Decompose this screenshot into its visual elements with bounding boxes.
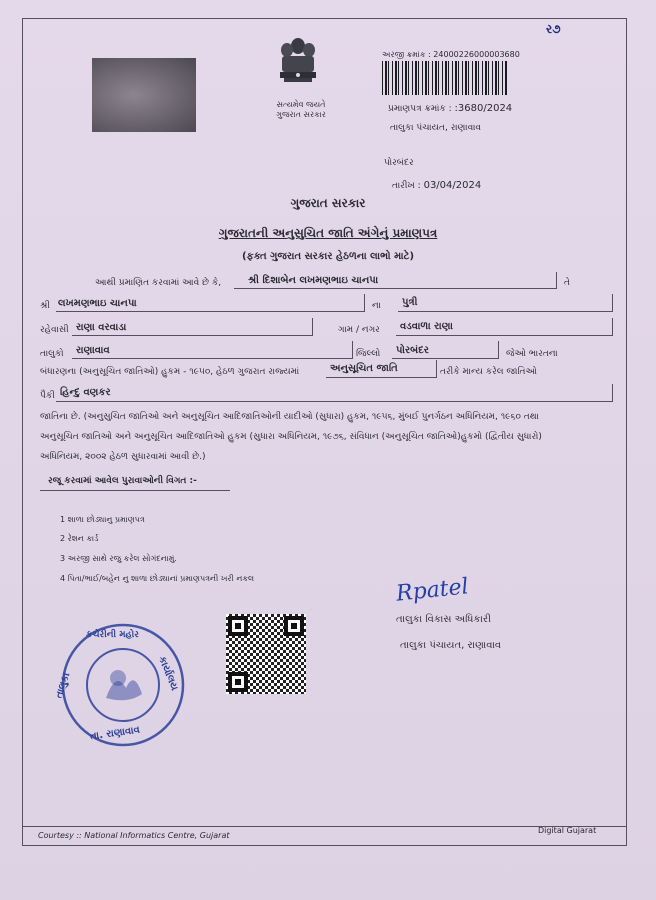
district-label: જિલ્લો — [356, 349, 381, 359]
village: વડવાળા રાણા — [400, 321, 453, 332]
documents-heading-underline — [40, 490, 230, 491]
qr-finder-bottom-left — [228, 672, 248, 692]
certify-label: આથી પ્રમાણિત કરવામાં આવે છે કે, — [95, 278, 222, 288]
officer-designation: તાલુકા વિકાસ અધિકારી — [396, 614, 491, 625]
document-item-3: 3 અરજી સાથે રજુ કરેલ સોગંદનામું. — [60, 554, 177, 563]
taluka-box — [72, 341, 353, 359]
application-number-value: 24000226000003680 — [433, 50, 520, 59]
application-number-label: અરજી ક્રમાંક : — [382, 50, 431, 59]
qr-code — [226, 614, 306, 694]
certificate-number-label: પ્રમાણપત્ર ક્રમાંક : — [388, 104, 452, 114]
district: પોરબંદર — [396, 345, 429, 356]
caste: હિન્દુ વણકર — [60, 387, 111, 398]
resident: રાણા વરવાડા — [76, 322, 127, 333]
constitution-text: બંધારણના (અનુસૂચિત જાતિઓ) હુકમ - ૧૯૫૦, હેઠળ ગુજરાત રાજ્યમાં — [40, 367, 300, 377]
category: અનુસૂચિત જાતિ — [330, 363, 398, 374]
recognized-text: તરીકે માન્ય કરેલ જાતિઓ — [440, 367, 537, 377]
seal-ring-left: તાલુકા — [53, 671, 73, 700]
issue-date-value: 03/04/2024 — [423, 180, 482, 191]
certificate-number-value: :3680/2024 — [454, 103, 513, 114]
india-text: જેઓ ભારતના — [506, 349, 558, 359]
footer-divider — [22, 826, 626, 827]
emblem-caption-2: ગુજરાત સરકાર — [276, 110, 326, 119]
barcode — [382, 61, 507, 95]
page-number-mark: ર૭ — [546, 22, 561, 36]
document-item-4: 4 પિતા/ભાઈ/બહેન નુ શાળા છોડ્યાનાં પ્રમાણપત્રની ખરી નકલ — [60, 574, 255, 583]
peti-label: પૈકી — [40, 391, 55, 401]
certificate-title: ગુજરાતની અનુસુચિત જાતિ અંગેનું પ્રમાણપત્ર — [218, 226, 438, 240]
caste-box — [56, 384, 613, 402]
qr-finder-top-right — [284, 616, 304, 636]
taluka: રાણાવાવ — [76, 345, 110, 356]
document-item-2: 2 રેશન કાર્ડ — [60, 534, 99, 543]
issuing-district: પોરબંદર — [384, 158, 414, 168]
footer-digital-gujarat: Digital Gujarat — [538, 826, 597, 835]
certificate-subtitle: (ફક્ત ગુજરાત સરકાર હેઠળના લાભો માટે) — [241, 251, 415, 262]
government-title: ગુજરાત સરકાર — [290, 196, 366, 210]
documents-heading: રજૂ કરવામાં આવેલ પુરાવાઓની વિગત :- — [48, 476, 197, 486]
taluka-label: તાલુકો — [40, 349, 64, 359]
father-name: લખમણભાઇ ચાનપા — [58, 298, 137, 309]
officer-office: તાલુકા પંચાયત, રાણાવાવ — [400, 640, 502, 651]
officer-signature: Rpatel — [394, 574, 470, 607]
seal-bottom-text: તા. રાણાવાવ — [89, 724, 141, 743]
na-label: ના — [372, 301, 381, 311]
footer-courtesy: Courtesy :: National Informatics Centre, Gujarat — [38, 831, 230, 840]
certificate-number — [388, 103, 512, 114]
national-emblem-icon — [270, 32, 326, 102]
te-label: તે — [564, 278, 570, 288]
issuing-office: તાલુકા પંચાયત, રાણાવાવ — [390, 123, 482, 133]
emblem-caption-1: સત્યમેવ જયતે — [276, 100, 326, 109]
village-label: ગામ / નગર — [338, 325, 380, 335]
seal-top-text: કચેરીની મહોર — [86, 630, 139, 640]
legal-paragraph-line-1: જાતિના છે. (અનુસુચિત જાતિઓ અને અનુસૂચિત આદિજાતિઓની યાદીઓ (સુધારા) હુકમ, ૧૯૫૬, મુંબઈ પુનર્ગઠન અધિનિયમ, ૧૯૬૦ તથા — [40, 412, 539, 422]
document-item-1: 1 શાળા છોડ્યાનુ પ્રમાણપત્ર — [60, 515, 145, 524]
relation: પુત્રી — [402, 297, 418, 308]
legal-paragraph-line-2: અનુસૂચિત જાતિઓ અને અનુસૂચિત આદિજાતિઓ હુકમ (સુધારા અધિનિયમ, ૧૯૭૬, સંવિધાન (અનુસૂચિત જાતિઓ)હુકમો (દ્વિતીય સુધારો) — [40, 432, 542, 442]
seal-ring-right: કાર્યાલય — [156, 654, 180, 693]
applicant-photo — [92, 58, 196, 132]
issue-date — [392, 180, 481, 191]
shri-label: શ્રી — [40, 301, 50, 311]
application-number — [382, 50, 520, 60]
applicant-name: શ્રી દિશાબેન લખમણભાઇ ચાનપા — [248, 275, 379, 286]
issue-date-label: તારીખ : — [392, 181, 421, 191]
qr-finder-top-left — [228, 616, 248, 636]
legal-paragraph-line-3: અધિનિયમ, ૨૦૦૨ હેઠળ સુધારવામાં આવી છે.) — [40, 452, 206, 462]
resident-label: રહેવાસી — [40, 325, 69, 335]
relation-box — [398, 294, 613, 312]
